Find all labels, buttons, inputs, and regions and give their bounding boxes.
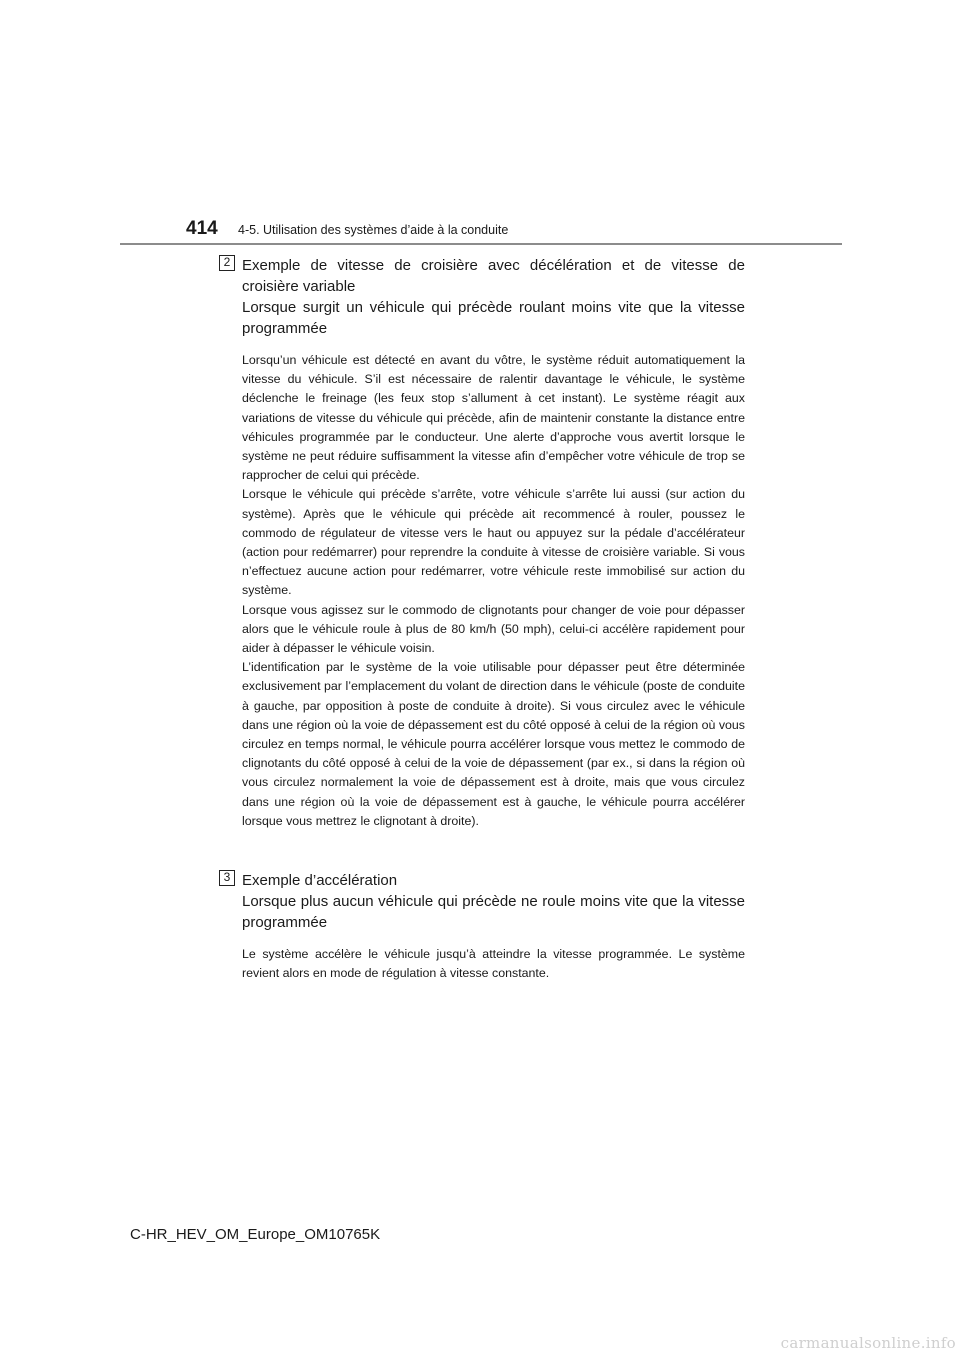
footer-doc-code: C-HR_HEV_OM_Europe_OM10765K — [130, 1226, 381, 1243]
step-heading-line: Exemple d’accélération — [242, 872, 398, 889]
step-heading-line: Lorsque surgit un véhicule qui précède roulant moins vite que la vitesse programmée — [242, 299, 745, 337]
header-rule — [120, 243, 842, 245]
body-paragraph: Le système accélère le véhicule jusqu’à atteindre la vitesse programmée. Le système revient alors en mode de régulation à vitesse constante. — [242, 947, 745, 981]
step-heading — [242, 255, 745, 339]
step-heading-line: Lorsque plus aucun véhicule qui précède ne roule moins vite que la vitesse programmée — [242, 893, 745, 931]
section-title: 4-5. Utilisation des systèmes d’aide à la conduite — [238, 223, 509, 237]
step-heading — [242, 870, 745, 933]
step-marker-icon: 2 — [219, 255, 235, 271]
step-3 — [219, 870, 745, 983]
watermark: carmanualsonline.info — [780, 1334, 956, 1352]
body-paragraph: Lorsque vous agissez sur le commodo de clignotants pour changer de voie pour dépasser alors que le véhicule roule à plus de 80 km/h (50 mph), celui-ci accélère rapidement pour aider à dépasser le véhicule voisin. — [242, 602, 745, 656]
step-body — [242, 945, 745, 983]
body-paragraph: Lorsque le véhicule qui précède s’arrête, votre véhicule s’arrête lui aussi (sur action du système). Après que le véhicule qui précède ait recommencé à rouler, poussez le commodo de régulateur de vitesse vers le haut ou appuyez sur la pédale d’accélérateur (action pour redémarrer) pour reprendre la conduite à vitesse de croisière variable. Si vous n’effectuez aucune action pour redémarrer, votre véhicule reste immobilisé sur action du système. — [242, 487, 745, 598]
step-marker-icon: 3 — [219, 870, 235, 886]
step-body — [242, 351, 745, 831]
page-number: 414 — [186, 218, 218, 239]
body-paragraph: L’identification par le système de la voie utilisable pour dépasser peut être déterminée exclusivement par l’emplacement du volant de direction dans le véhicule (poste de conduite à gauche, par opposition à poste de conduite à droite). Si vous circulez avec le véhicule dans une région où la voie de dépassement est du côté opposé à celui de la région où vous circulez en temps normal, le véhicule pourra accélérer lorsque vous mettez le commodo de clignotants du côté opposé à celui de la voie de dépassement (par ex., si dans la région où vous circulez normalement la voie de dépassement est à droite, mais que vous circulez dans une région où la voie de dépassement est à gauche, le véhicule pourra accélérer lorsque vous mettrez le clignotant à droite). — [242, 660, 745, 828]
step-2 — [219, 255, 745, 831]
step-heading-line: Exemple de vitesse de croisière avec décélération et de vitesse de croisière variable — [242, 257, 745, 295]
body-paragraph: Lorsqu’un véhicule est détecté en avant du vôtre, le système réduit automatiquement la vitesse du véhicule. S’il est nécessaire de ralentir davantage le véhicule, le système déclenche le freinage (les feux stop s’allument à cet instant). Le système réagit aux variations de vitesse du véhicule qui précède, afin de maintenir constante la distance entre véhicules programmée par le conducteur. Une alerte d’approche vous avertit lorsque le système ne peut réduire suffisamment la vitesse afin d’empêcher votre véhicule de trop se rapprocher de celui qui précède. — [242, 353, 745, 483]
